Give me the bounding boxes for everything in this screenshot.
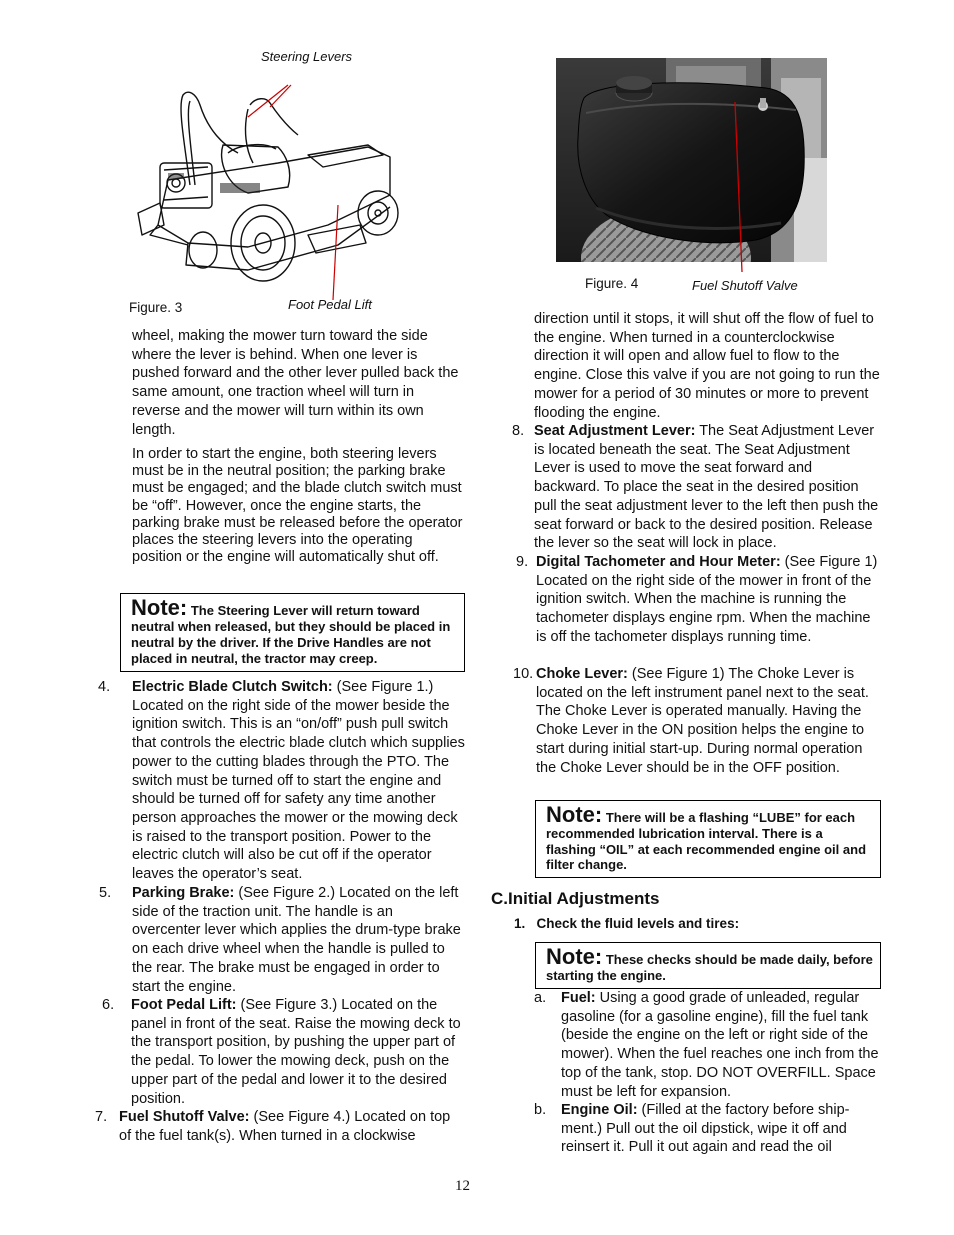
item-seat-adjustment-lever (534, 422, 880, 553)
item-number-9: 9. (516, 554, 529, 570)
item-number-4: 4. (98, 679, 111, 695)
item-title: Seat Adjustment Lever: (534, 423, 696, 439)
page-number: 12 (455, 1178, 470, 1194)
sub-item-letter-a: a. (534, 990, 547, 1006)
note-daily-checks (535, 942, 881, 989)
item-text: (See Figure 3.) Located on the panel in front of the seat. Raise the mowing deck to the transport position, by pushing the upper part of the pedal. To lower the mowing deck, push on the upper part of the pedal and lower it to the desired position. (131, 997, 461, 1107)
item-title: Fuel: (561, 990, 596, 1006)
item-text: (See Figure 1.) Located on the right side of the mower beside the ignition switch. This is an “on/off” push pull switch that controls the electric blade clutch which supplies power to the cutting blades through the PTO. The switch must be turned off to start the engine and should be turned off for safety any time another person approaches the mower or the mowing deck is raised to the transport position. Power to the electric clutch will also be cut off if the operator leaves the operator’s seat. (132, 679, 465, 883)
item-number-5: 5. (99, 885, 112, 901)
note-text: There will be a flashing “LUBE” for each recommended lubrication interval. There is a flashing “OIL” at each recommended engine oil and filter change. (546, 810, 867, 873)
note-steering-lever (120, 593, 465, 672)
item-text: (See Figure 4.) Located on top of the fuel tank(s). When turned in a clockwise (119, 1109, 451, 1144)
figure-3-caption: Figure. 3 (129, 300, 183, 315)
item-fuel-shutoff-valve (119, 1108, 465, 1145)
item-number-6: 6. (102, 997, 115, 1013)
figure-3-label-steering-levers: Steering Levers (261, 49, 353, 64)
item-digital-tachometer (536, 553, 880, 647)
item-number-10: 10. (513, 666, 534, 682)
note-word: Note: (131, 595, 188, 620)
item-text: (See Figure 1) Located on the right side of the mower in front of the ignition switch. When the machine is running the tachometer displays engine rpm. When the machine is off the tachometer displays running time. (536, 554, 878, 645)
item-title: Foot Pedal Lift: (131, 997, 237, 1013)
item-title: Electric Blade Clutch Switch: (132, 679, 333, 695)
item-parking-brake (132, 884, 465, 996)
sub-item-engine-oil (561, 1101, 879, 1157)
sub-heading-check-fluid-levels: 1. Check the fluid levels and tires: (514, 916, 740, 931)
figure-4-fuel-tank-photo (556, 58, 827, 262)
figure-4-label-fuel-shutoff-valve: Fuel Shutoff Valve (692, 278, 798, 293)
figure-4-caption: Figure. 4 (585, 276, 639, 291)
item-text: (See Figure 2.) Located on the left side of the traction unit. The handle is an overcenter lever which applies the drum-type brake on each drive wheel when the handle is pulled to the rear. The brake must be engaged in order to start the engine. (132, 885, 461, 995)
figure-3-label-foot-pedal-lift: Foot Pedal Lift (288, 297, 372, 312)
section-heading-initial-adjustments: C.Initial Adjustments (491, 889, 660, 908)
left-paragraph-1: wheel, making the mower turn toward the side where the lever is behind. When one lever is pushed forward and the other lever pulled back the same amount, one traction wheel will turn in reverse and the mower will turn within its own length. (132, 328, 459, 438)
item-title: Fuel Shutoff Valve: (119, 1109, 250, 1125)
note-lube-oil (535, 800, 881, 878)
sub-item-letter-b: b. (534, 1102, 547, 1118)
item-text: (See Figure 1) The Choke Lever is located on the left instrument panel next to the seat. The Choke Lever is operated manually. Having the Choke Lever in the ON position helps the engine to start during initial start-up. During normal operation the Choke Lever should be in the OFF position. (536, 666, 869, 776)
item-text: The Seat Adjustment Lever is located beneath the seat. The Seat Adjustment Lever is used to move the seat forward and backward. To place the seat in the desired position pull the seat adjustment lever to the left then push the seat forward or back to the desired position. Release the lever so the seat will lock in place. (534, 423, 879, 552)
item-text: Using a good grade of unleaded, regular gasoline (for a gasoline engine), fill the fuel tank (beside the engine on the left or right side of the mower). When the fuel reaches one inch from the top of the tank, stop. DO NOT OVERFILL. Space must be left for expansion. (561, 990, 879, 1100)
item-electric-blade-clutch-switch (132, 678, 465, 884)
item-foot-pedal-lift (131, 996, 465, 1108)
note-word: Note: (546, 944, 603, 969)
sub-item-fuel (561, 989, 879, 1101)
item-title: Engine Oil: (561, 1102, 638, 1118)
item-choke-lever (536, 665, 880, 777)
figure-4-leader-line (730, 100, 750, 275)
item-text: (Filled at the factory before shipment.) Pull out the oil dipstick, wipe it off and reinsert it. Pull it out again and read the oil (561, 1102, 850, 1156)
note-text: These checks should be made daily, before starting the engine. (546, 952, 873, 983)
item-title: Parking Brake: (132, 885, 235, 901)
item-number-8: 8. (512, 423, 525, 439)
note-word: Note: (546, 802, 603, 827)
item-title: Choke Lever: (536, 666, 628, 682)
item-number-7: 7. (95, 1109, 108, 1125)
right-paragraph-continued: direction until it stops, it will shut off the flow of fuel to the engine. When turned in a counterclockwise direction it will open and allow fuel to flow to the engine. Close this valve if you are not going to run the mower for a period of 30 minutes or more to prevent flooding the engine. (534, 311, 880, 421)
left-paragraph-2: In order to start the engine, both steering levers must be in the neutral position; the parking brake must be engaged; and the blade clutch switch must be “off”. However, once the engine starts, the parking brake must be released before the operator places the steering levers into the operating position or the engine will automatically shut off. (132, 446, 463, 566)
figure-3-mower-drawing (128, 75, 418, 300)
note-text: The Steering Lever will return toward neutral when released, but they should be placed in neutral by the driver. If the Drive Handles are not placed in neutral, the tractor may creep. (131, 603, 451, 666)
item-title: Digital Tachometer and Hour Meter: (536, 554, 781, 570)
